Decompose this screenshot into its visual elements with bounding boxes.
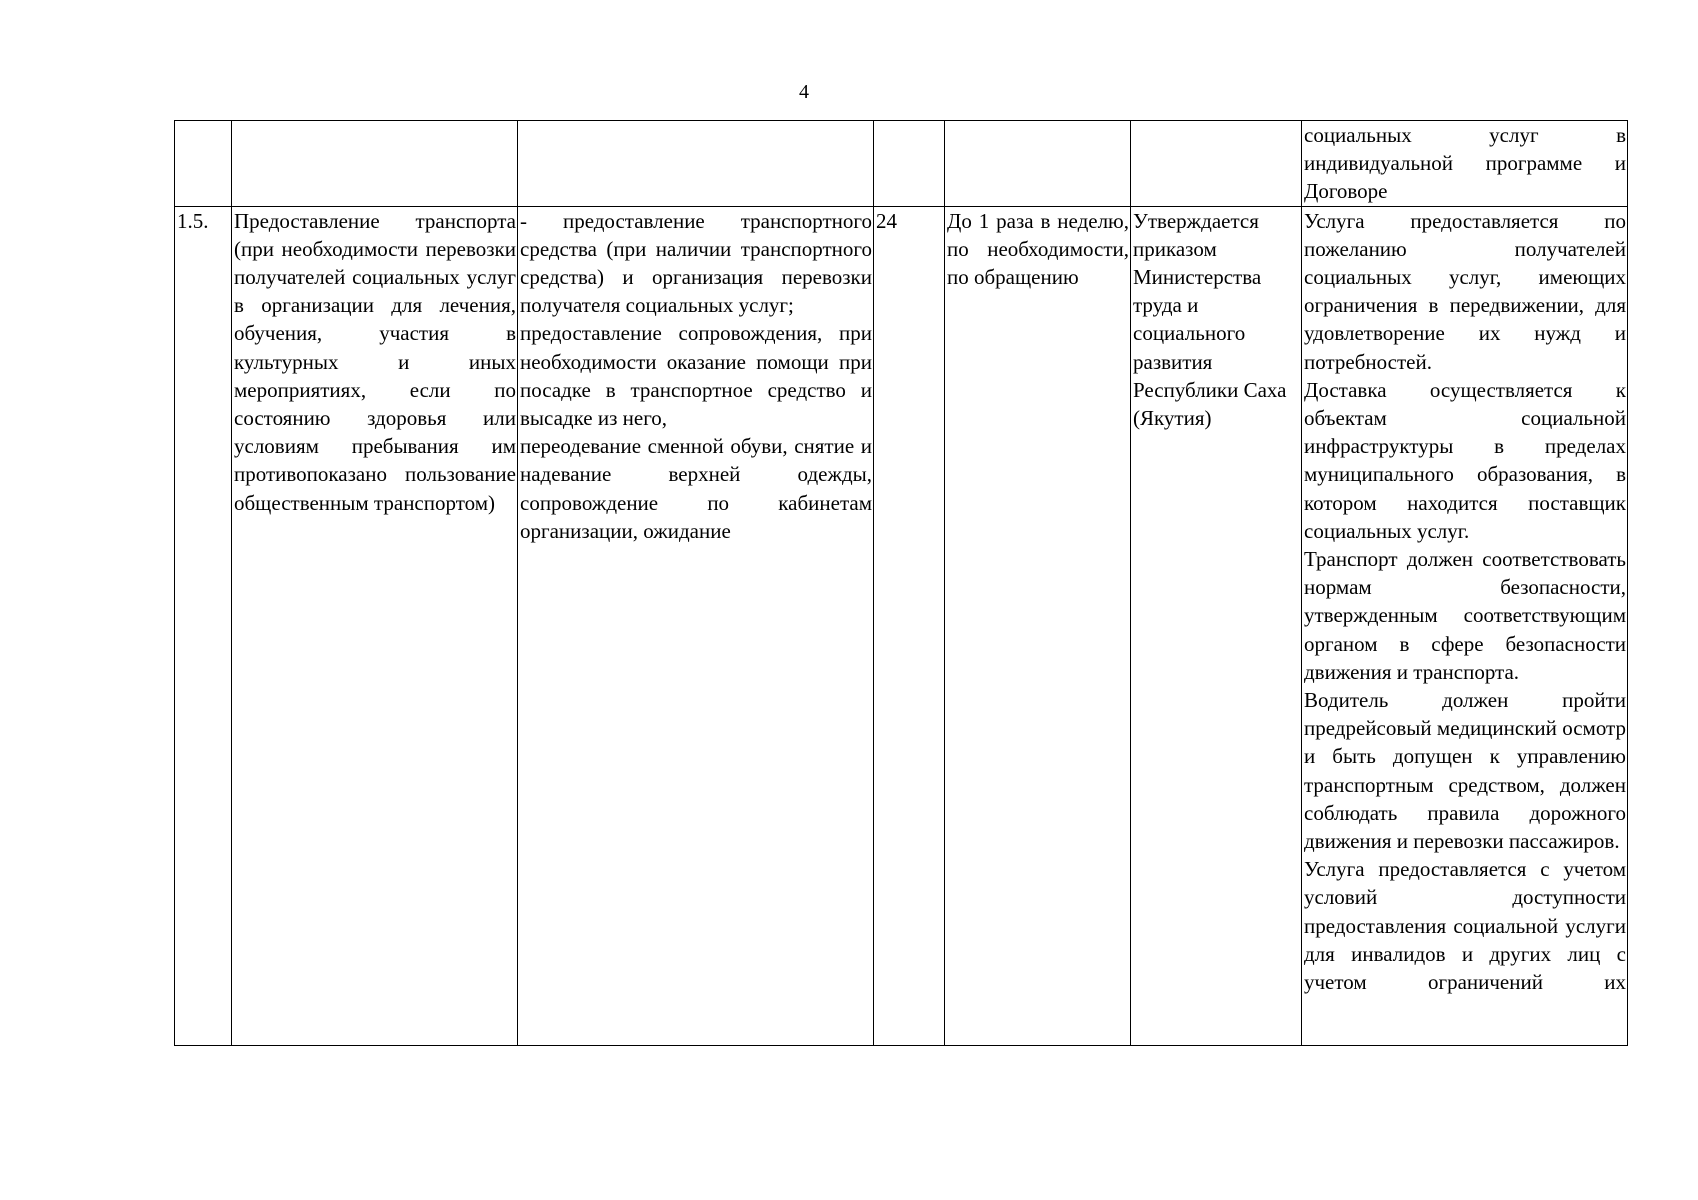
row-number: 1.5. [177, 208, 209, 233]
conditions-text: социальных услуг в индивидуальной программе и Договоре [1304, 123, 1626, 204]
table-row-continuation [175, 121, 1628, 207]
cell-conditions [1302, 121, 1628, 207]
service-name: Предоставление транспорта (при необходимости перевозки получателей социальных услуг в организации для лечения, обучения, участия в культурных и иных мероприятиях, если по состоянию здоровья или условиям пребывания им противопоказано пользование общественным транспортом) [234, 208, 516, 515]
cell-num [175, 206, 232, 1045]
description-line-1: - предоставление транспортного средства (при наличии транспортного средства) и организация перевозки получателя социальных услуг; [520, 208, 872, 318]
cell-frequency [945, 206, 1131, 1045]
time-value: 24 [876, 208, 897, 233]
table-row-1-5 [175, 206, 1628, 1045]
cell-description [518, 206, 874, 1045]
cell-tariff [1131, 206, 1302, 1045]
conditions-paragraph-3: Транспорт должен соответствовать нормам безопасности, утвержденным соответствующим органом в сфере безопасности движения и транспорта. [1304, 547, 1626, 684]
cell-name [232, 206, 518, 1045]
cell-frequency [945, 121, 1131, 207]
conditions-paragraph-1: Услуга предоставляется по пожеланию получателей социальных услуг, имеющих ограничения в передвижении, для удовлетворение их нужд и потребностей. [1304, 208, 1626, 374]
description-line-2: предоставление сопровождения, при необходимости оказание помощи при посадке в транспортное средство и высадке из него, [520, 321, 872, 431]
page-number: 4 [799, 81, 809, 103]
description-line-3: переодевание сменной обуви, снятие и надевание верхней одежды, сопровождение по кабинетам организации, ожидание [520, 434, 872, 543]
conditions-paragraph-4: Водитель должен пройти предрейсовый медицинский осмотр и быть допущен к управлению транспортным средством, должен соблюдать правила дорожного движения и перевозки пассажиров. [1304, 688, 1626, 854]
cell-tariff [1131, 121, 1302, 207]
conditions-paragraph-2: Доставка осуществляется к объектам социальной инфраструктуры в пределах муниципального образования, в котором находится поставщик социальных услуг. [1304, 377, 1626, 543]
tariff-text: Утверждается приказом Министерства труда и социального развития Республики Саха (Якутия) [1133, 208, 1287, 431]
conditions-paragraph-5: Услуга предоставляется с учетом условий доступности предоставления социальной услуги для инвалидов и других лиц с учетом ограничений их [1304, 857, 1626, 995]
cell-time [874, 121, 945, 207]
cell-num [175, 121, 232, 207]
cell-name [232, 121, 518, 207]
frequency-text: До 1 раза в неделю, по необходимости, по обращению [947, 208, 1129, 290]
cell-conditions [1302, 206, 1628, 1045]
cell-description [518, 121, 874, 207]
services-table [174, 120, 1628, 1046]
cell-time [874, 206, 945, 1045]
